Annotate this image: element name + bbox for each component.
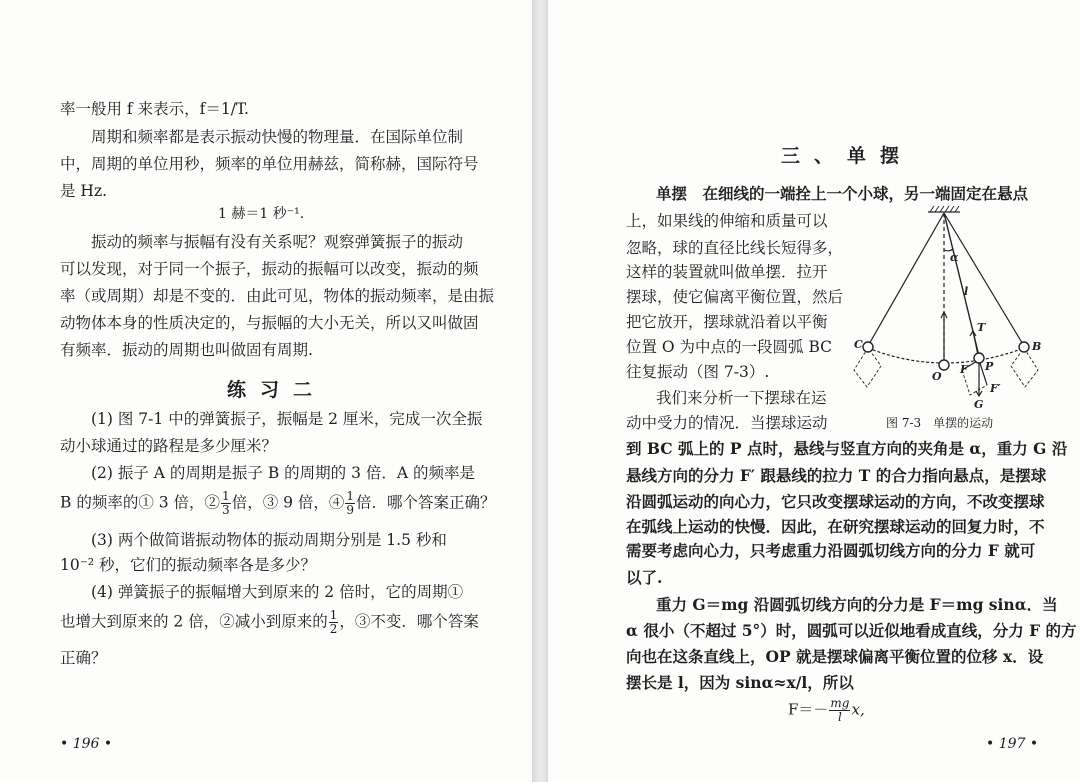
exercise-3-line: (3) 两个做简谐振动物体的振动周期分别是 1.5 秒和: [91, 531, 447, 549]
text-line: 到 BC 弧上的 P 点时，悬线与竖直方向的夹角是 α，重力 G 沿: [626, 439, 1068, 458]
exercise-title: 练习二: [227, 379, 327, 401]
text-line: 以了.: [626, 568, 663, 587]
string-left: [868, 213, 944, 346]
ball-c: [863, 342, 873, 352]
text-line: 需要考虑向心力，只考虑重力沿圆弧切线方向的分力 F 就可: [626, 541, 1036, 560]
label-f: F: [960, 363, 968, 376]
formula-hertz: 1 赫＝1 秒⁻¹.: [218, 206, 305, 222]
label-g: G: [974, 398, 984, 411]
text-line: 沿圆弧运动的向心力，它只改变摆球运动的方向，不改变摆球: [626, 492, 1045, 511]
text-line: 率（或周期）却是不变的．由此可见，物体的振动频率，是由振: [60, 287, 495, 305]
text-line: 我们来分析一下摆球在运: [656, 389, 827, 407]
text-line: 位置 O 为中点的一段圆弧 BC: [626, 338, 833, 356]
text-line: 把它放开，摆球就沿着以平衡: [626, 313, 828, 331]
text-line: 摆球，使它偏离平衡位置，然后: [626, 288, 844, 306]
text-line: 动中受力的情况．当摆球运动: [626, 414, 828, 432]
exercise-1-line: (1) 图 7-1 中的弹簧振子，振幅是 2 厘米，完成一次全振: [91, 410, 483, 428]
fraction: $\frac{1}{9}$: [346, 489, 355, 517]
label-fprime: F′: [990, 382, 1001, 395]
text-line: 重力 G＝mg 沿圆弧切线方向的分力是 F＝mg sinα．当: [656, 595, 1058, 614]
right-page: [548, 0, 1080, 782]
support-hatch: [930, 206, 959, 212]
section-title: 三、单摆: [781, 145, 914, 167]
exercise-3-line: 10⁻² 秒，它们的振动频率各是多少？: [60, 556, 317, 574]
text-line: 可以发现，对于同一个振子，振动的振幅可以改变，振动的频: [60, 260, 479, 278]
label-o: O: [932, 370, 942, 383]
choice-text: 倍．哪个答案正确？: [356, 493, 496, 512]
text-line: 上，如果线的伸缩和质量可以: [626, 212, 828, 230]
equation: F＝－ $\frac{mg}{l}$ x,: [788, 696, 865, 724]
text-line: 忽略，球的直径比线长短得多，: [626, 239, 844, 257]
ball-p: [974, 353, 984, 363]
exercise-2-choices: [60, 490, 496, 517]
text-line: 悬线方向的分力 F′ 跟悬线的拉力 T 的合力指向悬点，是摆球: [626, 466, 1047, 485]
text-line: 摆长是 l，因为 sinα≈x/l，所以: [626, 673, 854, 692]
exercise-4-choices: [60, 609, 479, 636]
ball-b: [1019, 342, 1029, 352]
fraction: $\frac{1}{2}$: [329, 608, 338, 636]
text-line: 率一般用 f 来表示，f＝1/T.: [60, 100, 249, 118]
force-box-b: [1011, 348, 1038, 387]
text-line: 向也在这条直线上，OP 就是摆球偏离平衡位置的位移 x．设: [626, 647, 1044, 666]
label-l: l: [964, 285, 969, 298]
page-number: • 197 •: [986, 736, 1039, 752]
text-line: 在弧线上运动的快慢．因此，在研究摆球运动的回复力时，不: [626, 517, 1045, 536]
choice-text: 也增大到原来的 2 倍，②减小到原来的: [60, 612, 328, 631]
fraction: $\frac{1}{3}$: [222, 489, 230, 517]
label-alpha: α: [950, 251, 959, 264]
text-line: 中，周期的单位用秒，频率的单位用赫兹，简称赫，国际符号: [60, 155, 479, 173]
exercise-2-line: (2) 振子 A 的周期是振子 B 的周期的 3 倍．A 的频率是: [91, 464, 476, 482]
text-line: 这样的装置就叫做单摆．拉开: [626, 263, 828, 281]
choice-text: 倍，③ 9 倍，④: [231, 493, 345, 512]
choice-text: ，③不变．哪个答案: [339, 612, 479, 631]
label-b: B: [1032, 340, 1042, 353]
label-c: C: [854, 338, 863, 351]
text-line: 周期和频率都是表示振动快慢的物理量．在国际单位制: [91, 128, 464, 146]
figure-caption: 图 7-3 单摆的运动: [886, 416, 994, 430]
text-line: 是 Hz.: [60, 182, 108, 200]
ball-o: [939, 360, 949, 370]
exercise-4-line: 正确？: [60, 649, 107, 667]
text-line: α 很小（不超过 5°）时，圆弧可以近似地看成直线，分力 F 的方: [626, 621, 1077, 640]
label-t: T: [977, 321, 986, 334]
text-line: 振动的频率与振幅有没有关系呢？观察弹簧振子的振动: [91, 233, 464, 251]
text-line: 往复振动（图 7-3）.: [626, 363, 770, 381]
page-number: • 196 •: [60, 736, 113, 752]
choice-text: B 的频率的① 3 倍，②: [60, 493, 221, 512]
pendulum-figure: [846, 200, 1046, 415]
left-page: [0, 0, 532, 782]
book-gutter: [532, 0, 548, 782]
label-p: P: [985, 360, 994, 373]
text-line: 动物体本身的性质决定的，与振幅的大小无关，所以又叫做固: [60, 314, 479, 332]
force-box-c: [854, 348, 881, 387]
text-line: 单摆 在细线的一端拴上一个小球，另一端固定在悬点: [656, 184, 1029, 203]
exercise-4-line: (4) 弹簧振子的振幅增大到原来的 2 倍时，它的周期①: [91, 583, 464, 601]
exercise-1-line: 动小球通过的路程是多少厘米？: [60, 437, 278, 455]
text-line: 有频率．振动的周期也叫做固有周期.: [60, 341, 313, 359]
